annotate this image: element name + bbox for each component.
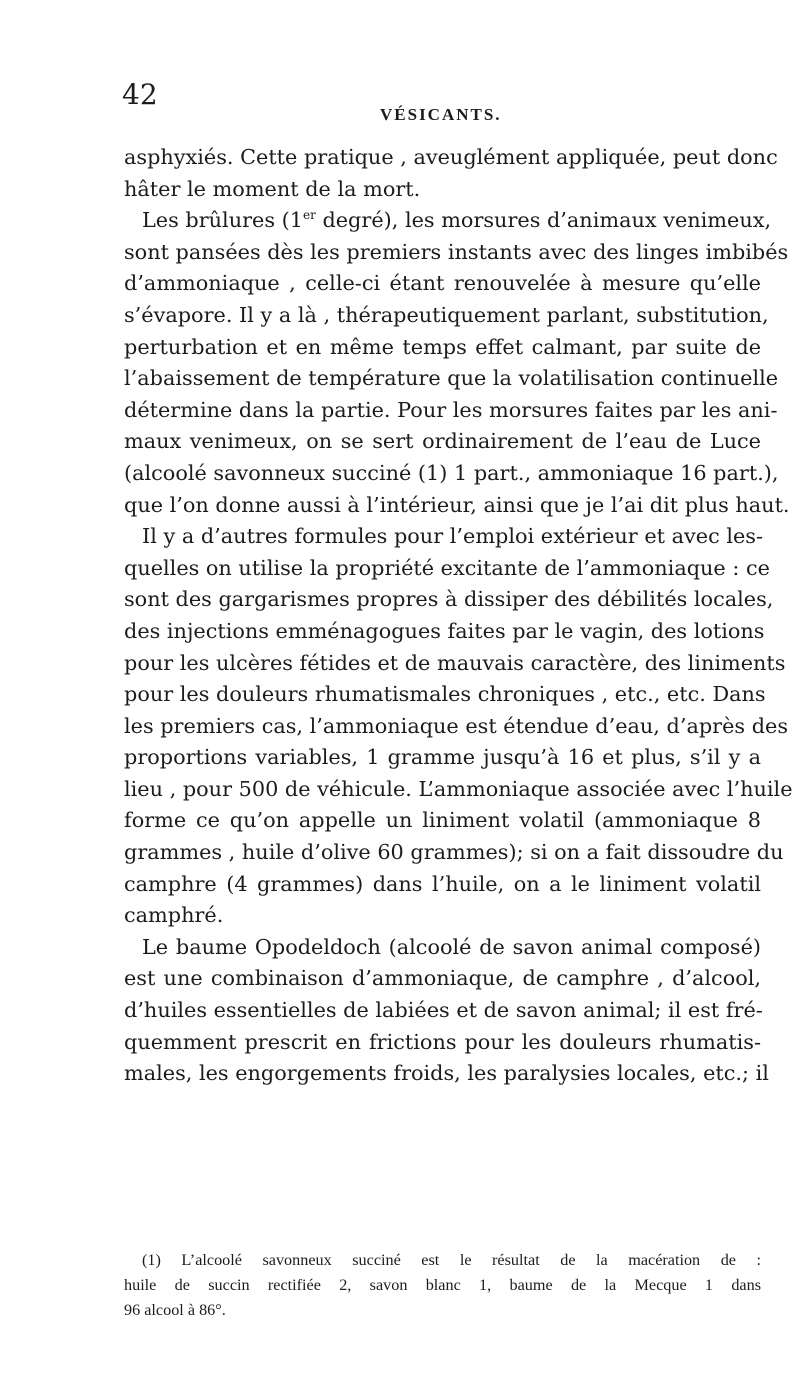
text-line: (alcoolé savonneux succiné (1) 1 part., ammoniaque 16 part.), <box>124 460 779 485</box>
text-line: camphré. <box>124 903 224 928</box>
text-line: forme ce qu’on appelle un liniment volatil (ammoniaque 8 <box>124 808 761 833</box>
footnote-line: (1) L’alcoolé savonneux succiné est le résultat de la macération de : <box>142 1251 761 1269</box>
footnote-line: 96 alcool à 86°. <box>124 1301 226 1319</box>
text-line: des injections emménagogues faites par le vagin, des lotions <box>124 618 765 643</box>
text-line: sont des gargarismes propres à dissiper des débilités locales, <box>124 587 774 612</box>
text-line: maux venimeux, on se sert ordinairement de l’eau de Luce <box>124 429 761 454</box>
text-line: d’huiles essentielles de labiées et de savon animal; il est fré- <box>124 998 763 1023</box>
superscript: er <box>302 208 316 223</box>
footnotes <box>124 1248 761 1323</box>
text-line: camphre (4 grammes) dans l’huile, on a le liniment volatil <box>124 871 761 896</box>
text-line: proportions variables, 1 gramme jusqu’à 16 et plus, s’il y a <box>124 745 761 770</box>
text-line: s’évapore. Il y a là , thérapeutiquement parlant, substitution, <box>124 302 769 327</box>
text-line: quelles on utilise la propriété excitante de l’ammoniaque : ce <box>124 555 770 580</box>
text-line: est une combinaison d’ammoniaque, de camphre , d’alcool, <box>124 966 761 991</box>
text-line: perturbation et en même temps effet calmant, par suite de <box>124 334 761 359</box>
text-line: que l’on donne aussi à l’intérieur, ainsi que je l’ai dit plus haut. <box>124 492 790 517</box>
page-number: 42 <box>122 78 158 111</box>
running-title: VÉSICANTS. <box>380 105 502 124</box>
text-line: Le baume Opodeldoch (alcoolé de savon animal composé) <box>142 934 761 959</box>
text-line: pour les douleurs rhumatismales chroniques , etc., etc. Dans <box>124 682 766 707</box>
text-line: Les brûlures (1er degré), les morsures d’animaux venimeux, <box>142 208 772 233</box>
text-line: hâter le moment de la mort. <box>124 176 421 201</box>
text-line: les premiers cas, l’ammoniaque est étendue d’eau, d’après des <box>124 713 788 738</box>
text-line: quemment prescrit en frictions pour les douleurs rhumatis- <box>124 1029 761 1054</box>
text-line: lieu , pour 500 de véhicule. L’ammoniaque associée avec l’huile <box>124 776 793 801</box>
text-line: pour les ulcères fétides et de mauvais caractère, des liniments <box>124 650 786 675</box>
footnote-line: huile de succin rectifiée 2, savon blanc 1, baume de la Mecque 1 dans <box>124 1276 761 1294</box>
text-line: asphyxiés. Cette pratique , aveuglément appliquée, peut donc <box>124 145 778 169</box>
text-line: grammes , huile d’olive 60 grammes); si on a fait dissoudre du <box>124 840 784 865</box>
text-line: d’ammoniaque , celle-ci étant renouvelée à mesure qu’elle <box>124 271 761 296</box>
text-line: l’abaissement de température que la volatilisation continuelle <box>124 366 779 391</box>
body-text <box>124 142 793 1090</box>
text-line: détermine dans la partie. Pour les morsures faites par les ani- <box>124 397 778 422</box>
text-line: males, les engorgements froids, les paralysies locales, etc.; il <box>124 1061 769 1086</box>
text-line: sont pansées dès les premiers instants avec des linges imbibés <box>124 239 789 264</box>
text-line: Il y a d’autres formules pour l’emploi extérieur et avec les- <box>142 524 763 549</box>
